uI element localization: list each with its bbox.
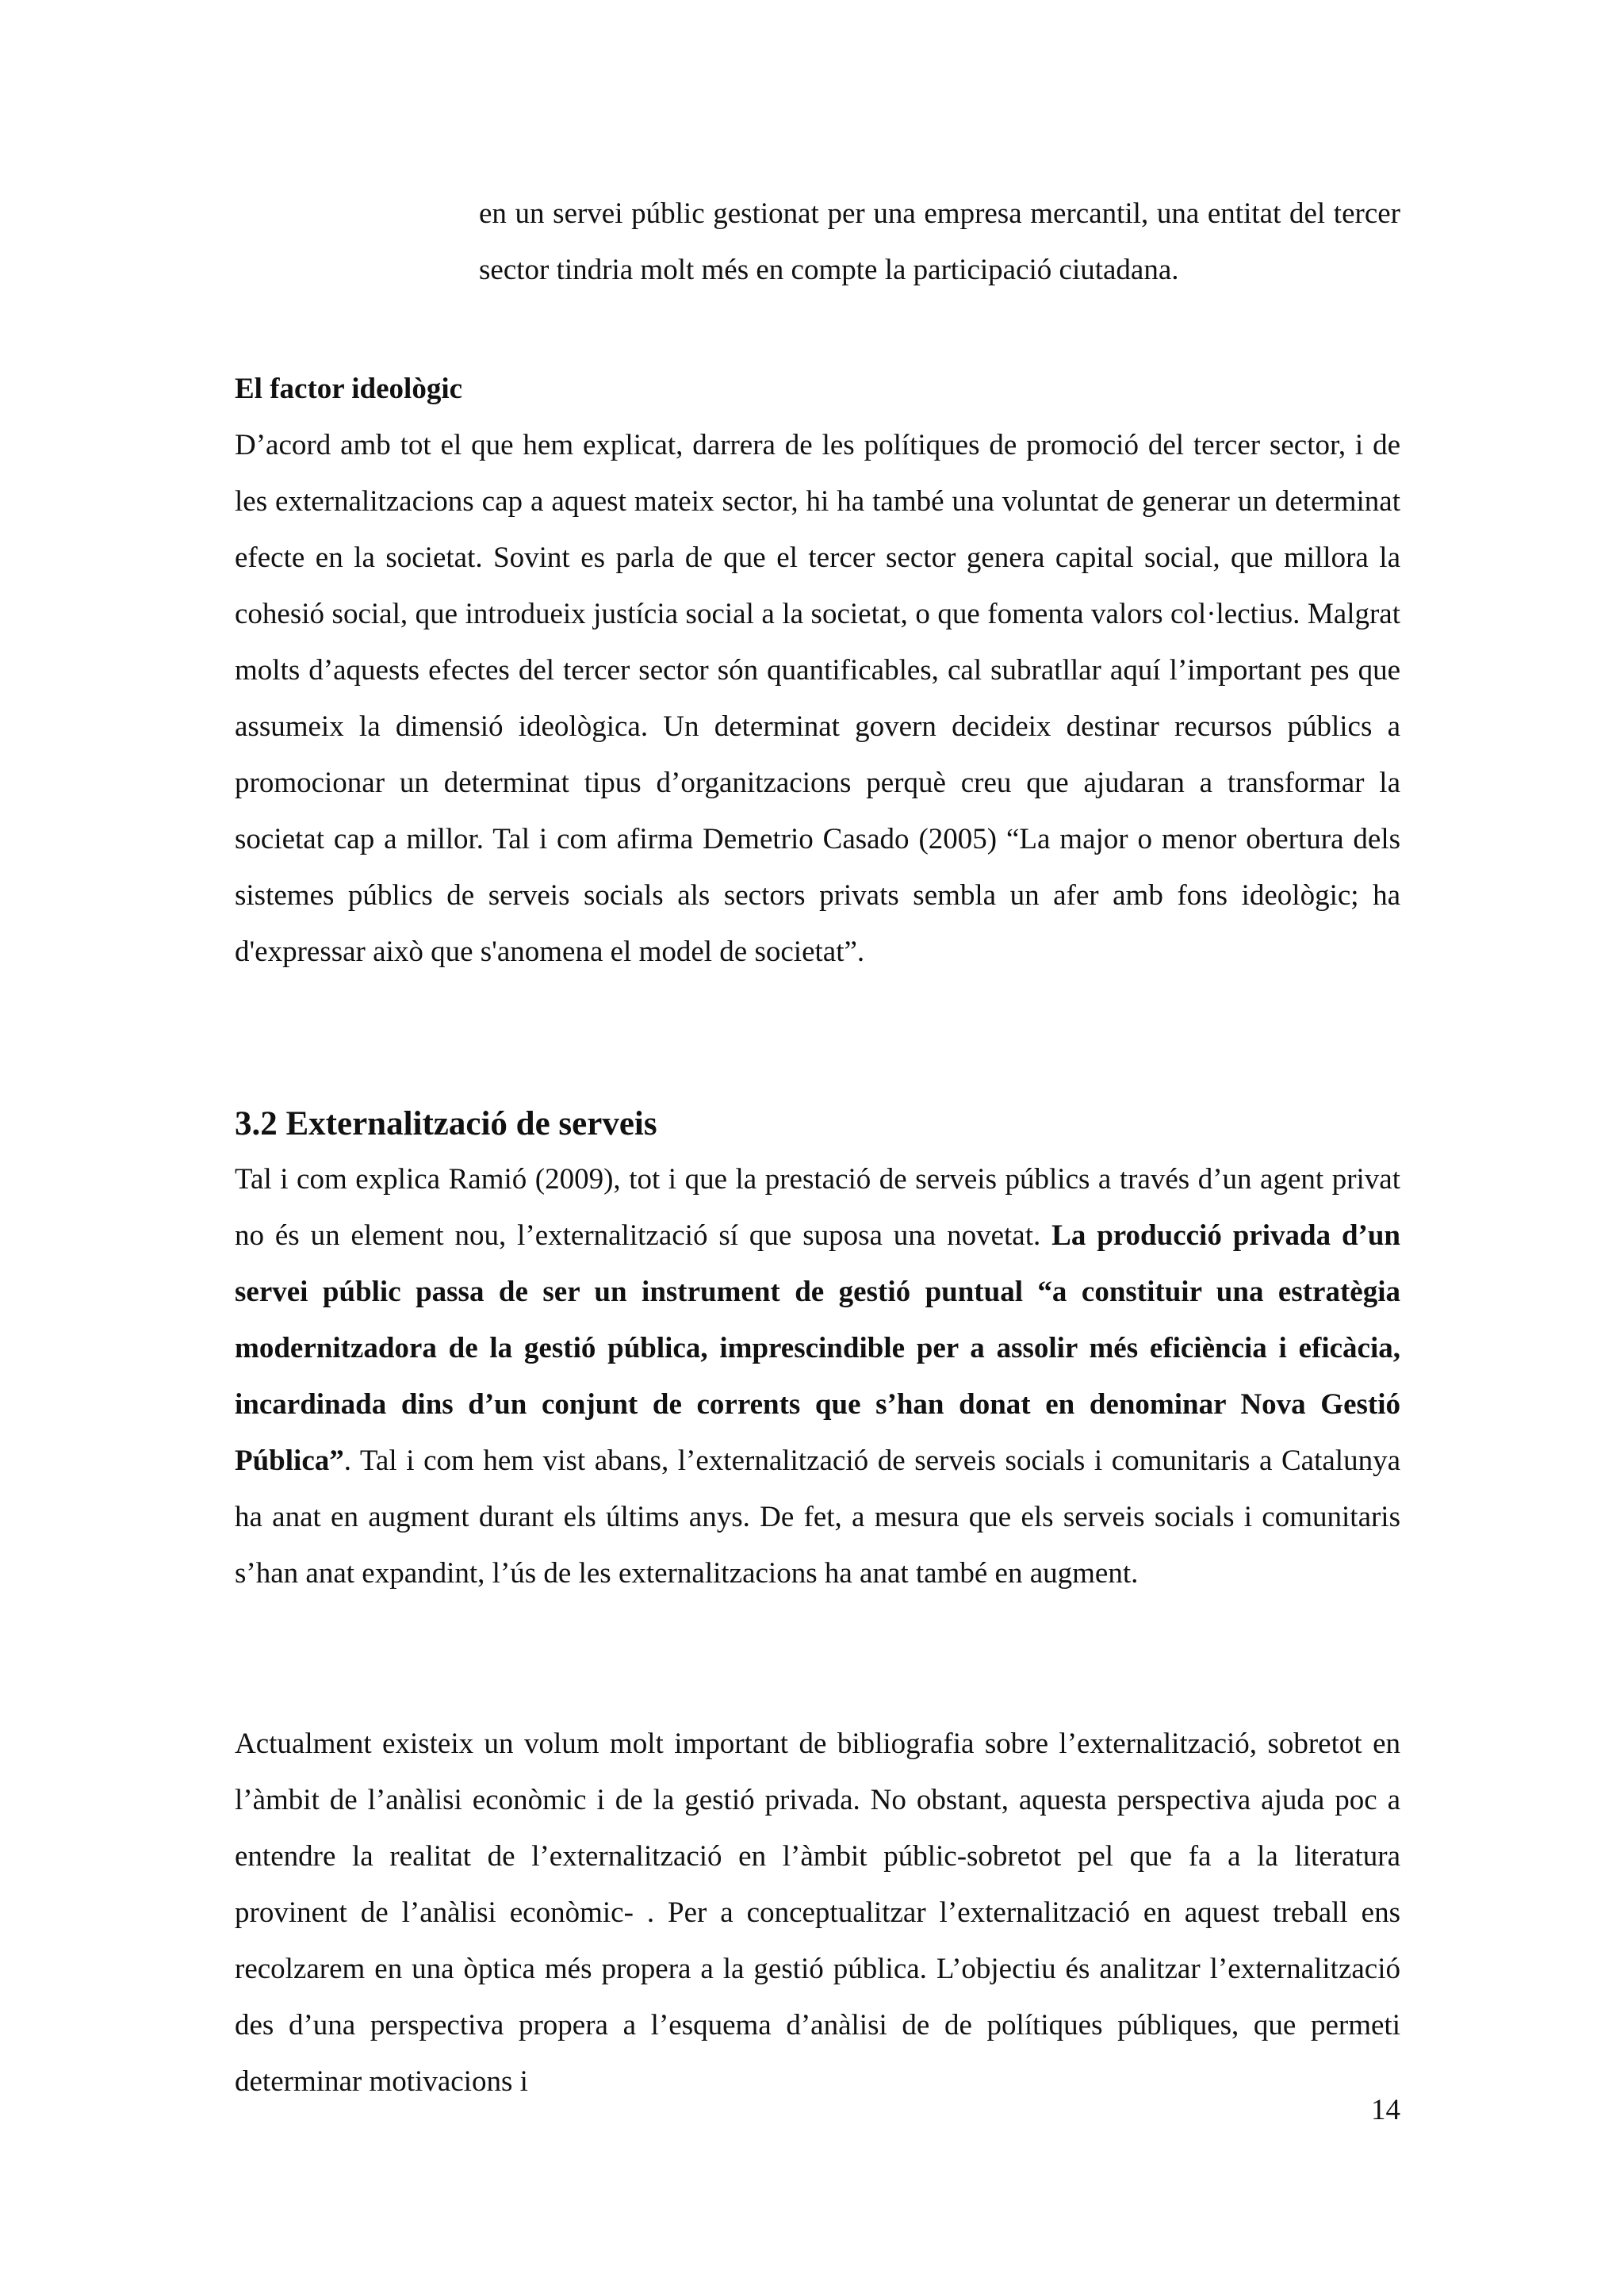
outsourcing-paragraph-1 (235, 1151, 1400, 1601)
ideological-factor-paragraph: D’acord amb tot el que hem explicat, darrera de les polítiques de promoció del tercer sector, i de les externalitzacions cap a aquest mateix sector, hi ha també una voluntat de generar un determinat efecte en la societat. Sovint es parla de que el tercer sector genera capital social, que millora la cohesió social, que introdueix justícia social a la societat, o que fomenta valors col·lectius. Malgrat molts d’aquests efectes del tercer sector són quantificables, cal subratllar aquí l’important pes que assumeix la dimensió ideològica. Un determinat govern decideix destinar recursos públics a promocionar un determinat tipus d’organitzacions perquè creu que ajudaran a transformar la societat cap a millor. Tal i com afirma Demetrio Casado (2005) “La major o menor obertura dels sistemes públics de serveis socials als sectors privats sembla un afer amb fons ideològic; ha d'expressar això que s'anomena el model de societat”. (235, 429, 1400, 968)
paragraph-text: . Tal i com hem vist abans, l’externalització de serveis socials i comunitaris a Catalunya ha anat en augment durant els últims anys. De fet, a mesura que els serveis socials i comunitaris s’han anat expandint, l’ús de les externalitzacions ha anat també en augment. (235, 1445, 1400, 1590)
section-heading: 3.2 Externalització de serveis (235, 1105, 657, 1142)
page-number: 14 (1371, 2094, 1400, 2126)
outsourcing-paragraph-2: Actualment existeix un volum molt important de bibliografia sobre l’externalització, sobretot en l’àmbit de l’anàlisi econòmic i de la gestió privada. No obstant, aquesta perspectiva ajuda poc a entendre la realitat de l’externalització en l’àmbit públic-sobretot pel que fa a la literatura provinent de l’anàlisi econòmic- . Per a conceptualitzar l’externalització en aquest treball ens recolzarem en una òptica més propera a la gestió pública. L’objectiu és analitzar l’externalització des d’una perspectiva propera a l’esquema d’anàlisi de de polítiques públiques, que permeti determinar motivacions i (235, 1728, 1400, 2098)
indented-quote-paragraph: en un servei públic gestionat per una empresa mercantil, una entitat del tercer sector tindria molt més en compte la participació ciutadana. (479, 197, 1400, 286)
paragraph-text: Tal i com explica Ramió (2009), tot i que la prestació de serveis públics a través d’un agent privat no és un element nou, l’externalització sí que suposa una novetat. (235, 1163, 1400, 1252)
subsection-heading: El factor ideològic (235, 373, 463, 405)
bold-quote-text: La producció privada d’un servei públic passa de ser un instrument de gestió puntual “a constituir una estratègia modernitzadora de la gestió pública, imprescindible per a assolir més eficiència i eficàcia, incardinada dins d’un conjunt de corrents que s’han donat en denominar Nova Gestió Pública” (235, 1219, 1401, 1477)
